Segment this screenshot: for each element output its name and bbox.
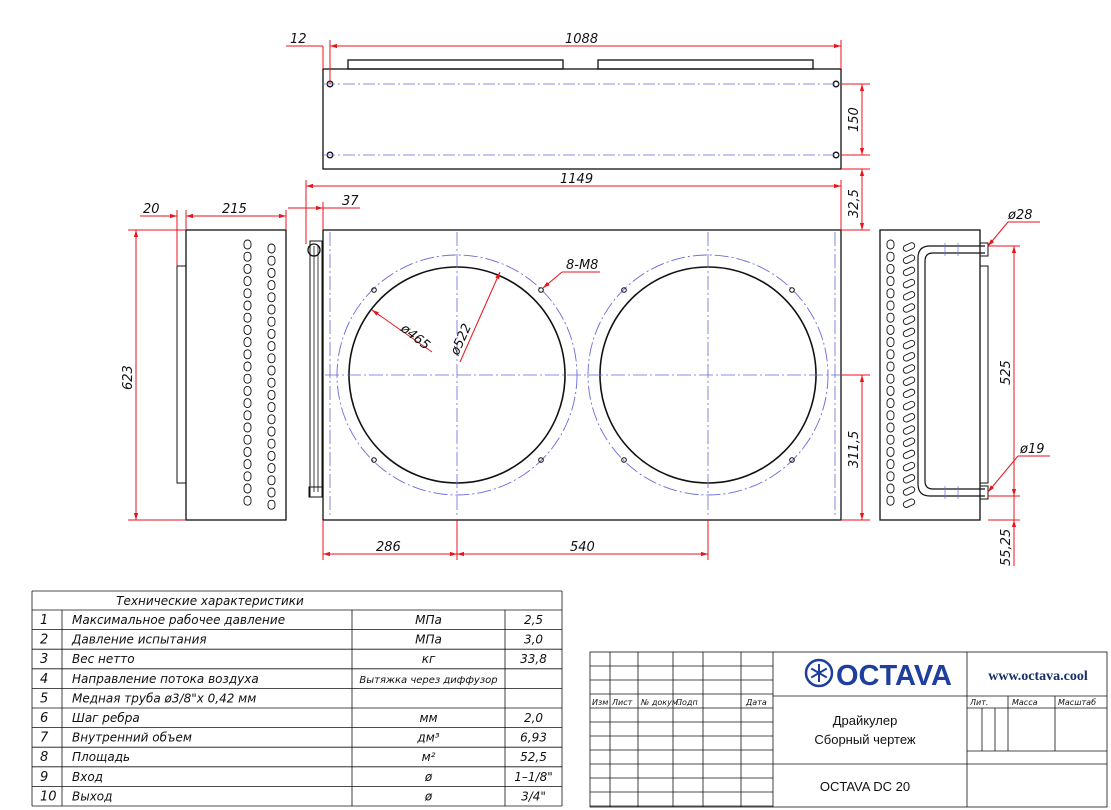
- fin-slot: [268, 268, 275, 277]
- right-side-view: [880, 230, 988, 520]
- fin-slot: [902, 364, 915, 375]
- fin-slot: [268, 476, 275, 485]
- fin-slot: [268, 415, 275, 424]
- spec-row-name: Направление потока воздуха: [72, 671, 259, 686]
- dim-front-offset: 32,5: [847, 189, 862, 218]
- spec-row-number: 4: [40, 671, 49, 687]
- fin-slot: [887, 496, 894, 505]
- fin-slot: [244, 277, 251, 286]
- dim-bottom-offset: 55,25: [999, 528, 1014, 566]
- fin-slot: [887, 362, 894, 371]
- fin-slot: [887, 411, 894, 420]
- fin-slot: [244, 447, 251, 456]
- title-right-header: Масштаб: [1058, 698, 1097, 707]
- fin-slot: [887, 264, 894, 273]
- fin-slot: [244, 313, 251, 322]
- dim-center-to-center: 540: [570, 540, 595, 555]
- fin-slot: [244, 386, 251, 395]
- drawing-name-line1: Драйкулер: [832, 713, 898, 728]
- spec-row-unit: ø: [424, 789, 433, 804]
- fin-slot: [268, 305, 275, 314]
- fin-slot: [902, 254, 915, 265]
- spec-row-unit: МПа: [415, 613, 442, 627]
- spec-table: [32, 591, 562, 806]
- fin-slot: [887, 338, 894, 347]
- fin-slot: [244, 496, 251, 505]
- spec-row-value: 6,93: [520, 730, 547, 745]
- dimension-labels: [121, 32, 1045, 566]
- dim-pipe-in: ø28: [1008, 208, 1033, 223]
- drawing-name-line2: Сборный чертеж: [814, 732, 916, 747]
- model-name: OCTAVA DC 20: [819, 779, 911, 794]
- fin-slot: [902, 315, 915, 326]
- spec-row-value: 33,8: [520, 652, 547, 667]
- spec-row-unit: МПа: [415, 632, 442, 647]
- fin-slot: [902, 498, 915, 509]
- fin-slot: [268, 244, 275, 253]
- fin-slot: [244, 362, 251, 371]
- dim-pipe-spacing: 525: [999, 360, 1014, 385]
- fin-slot: [244, 264, 251, 273]
- octava-logo: [806, 660, 952, 692]
- fin-slot: [902, 266, 915, 277]
- fin-slot: [244, 460, 251, 469]
- title-right-header: Масса: [1012, 698, 1038, 707]
- fin-slot: [244, 435, 251, 444]
- fin-slot: [887, 277, 894, 286]
- fin-slot: [902, 388, 915, 399]
- left-side-view: [177, 230, 286, 520]
- fin-slot: [902, 474, 915, 485]
- fin-slot: [268, 427, 275, 436]
- spec-row-value: 52,5: [520, 750, 547, 765]
- fin-slot: [902, 303, 915, 314]
- fin-slot: [887, 374, 894, 383]
- dim-fan-dia-inner: ø465: [397, 321, 433, 354]
- fin-slot: [268, 256, 275, 265]
- fin-slot: [887, 423, 894, 432]
- fin-slot: [887, 252, 894, 261]
- fin-slot: [268, 488, 275, 497]
- spec-row-number: 6: [40, 711, 49, 726]
- fin-slot: [268, 293, 275, 302]
- fin-slot: [268, 403, 275, 412]
- fin-slot: [902, 291, 915, 302]
- fin-slot: [887, 460, 894, 469]
- fin-slot: [244, 325, 251, 334]
- fin-slot: [887, 484, 894, 493]
- dim-pipe-out: ø19: [1020, 442, 1045, 457]
- dim-height: 623: [121, 365, 136, 390]
- spec-row-name: Площадь: [72, 750, 131, 765]
- fin-slot: [902, 437, 915, 448]
- fin-slot: [244, 423, 251, 432]
- fin-slot: [268, 378, 275, 387]
- fin-slot: [244, 374, 251, 383]
- dim-pipe-offset: 37: [342, 194, 359, 209]
- brand-name: OCTAVA: [836, 660, 952, 692]
- fin-slot: [244, 252, 251, 261]
- title-right-header: Лит.: [970, 698, 989, 707]
- fin-slot: [902, 400, 915, 411]
- spec-row-name: Вход: [72, 769, 103, 784]
- fin-slot: [244, 484, 251, 493]
- revision-column-header: Дата: [746, 698, 767, 707]
- fin-slot: [887, 386, 894, 395]
- spec-row-unit: м²: [421, 750, 436, 765]
- fin-slot: [902, 339, 915, 350]
- fin-slot: [244, 338, 251, 347]
- title-block: [590, 652, 1107, 807]
- fin-slot: [244, 301, 251, 310]
- fin-slot: [244, 240, 251, 249]
- spec-row-number: 8: [40, 750, 49, 766]
- spec-row-number: 7: [40, 730, 49, 746]
- fin-slot: [887, 447, 894, 456]
- dim-front-length: 1149: [560, 172, 594, 187]
- dim-fin-bolts: 8-M8: [566, 258, 599, 273]
- fin-slot: [902, 425, 915, 436]
- fin-slot: [268, 329, 275, 338]
- spec-row-name: Максимальное рабочее давление: [72, 613, 286, 627]
- spec-row-number: 2: [40, 632, 49, 648]
- spec-row-name: Шаг ребра: [72, 711, 140, 725]
- fin-slot: [244, 289, 251, 298]
- website: www.octava.cool: [988, 669, 1088, 684]
- revision-column-header: № докум.: [641, 698, 681, 707]
- fin-slot: [268, 451, 275, 460]
- spec-row-unit: кг: [421, 652, 436, 667]
- dim-fan-dia-outer: ø522: [447, 321, 475, 358]
- dim-top-length: 1088: [565, 32, 599, 47]
- spec-row-unit: мм: [419, 711, 438, 725]
- dim-top-offset: 12: [290, 32, 307, 47]
- dim-left-to-center: 286: [376, 540, 401, 555]
- fin-slot: [887, 399, 894, 408]
- spec-row-name: Выход: [72, 789, 113, 804]
- fin-slot: [887, 289, 894, 298]
- fin-slot: [902, 486, 915, 497]
- fin-slot: [902, 327, 915, 338]
- top-view: [323, 60, 841, 169]
- fin-slot: [902, 376, 915, 387]
- spec-row-number: 3: [40, 652, 49, 668]
- revision-column-header: Подп: [676, 698, 698, 707]
- fin-slot: [244, 399, 251, 408]
- fin-slot: [902, 278, 915, 289]
- spec-row-value: 3/4": [521, 789, 546, 804]
- fin-slot: [887, 350, 894, 359]
- revision-column-header: Изм: [592, 698, 609, 707]
- spec-row-number: 10: [40, 789, 57, 805]
- dim-top-height: 150: [847, 107, 862, 132]
- spec-row-value: 2,5: [523, 613, 544, 627]
- fin-slot: [887, 240, 894, 249]
- spec-table-title: Технические характеристики: [116, 594, 304, 608]
- spec-row-name: Медная труба ø3/8"x 0,42 мм: [72, 691, 257, 706]
- fin-slot: [887, 472, 894, 481]
- spec-row-unit: ø: [424, 769, 433, 784]
- fin-slot: [268, 342, 275, 351]
- fin-slot: [268, 317, 275, 326]
- fin-slot: [902, 461, 915, 472]
- fin-slot: [244, 411, 251, 420]
- dimension-lines: [128, 40, 1050, 566]
- spec-row-value: 1–1/8": [514, 769, 553, 784]
- spec-row-unit: Вытяжка через диффузор: [359, 674, 498, 686]
- fin-slot: [268, 366, 275, 375]
- revision-column-header: Лист: [612, 698, 633, 707]
- spec-row-name: Вес нетто: [72, 652, 135, 667]
- dim-side-depth: 215: [222, 202, 247, 217]
- spec-row-number: 5: [40, 691, 49, 707]
- fin-slot: [902, 449, 915, 460]
- spec-row-name: Внутренний объем: [72, 730, 192, 745]
- fin-slot: [887, 435, 894, 444]
- dim-side-flange: 20: [143, 202, 160, 217]
- fin-slot: [902, 413, 915, 424]
- fin-slot: [244, 472, 251, 481]
- fin-slot: [268, 439, 275, 448]
- fin-slot: [268, 464, 275, 473]
- dim-center-height: 311,5: [847, 430, 862, 468]
- spec-row-name: Давление испытания: [72, 632, 207, 647]
- spec-row-number: 9: [40, 769, 49, 785]
- spec-row-value: 3,0: [523, 632, 544, 647]
- fin-slot: [887, 325, 894, 334]
- fin-slot: [887, 301, 894, 310]
- front-view: [308, 230, 841, 520]
- fin-slot: [268, 354, 275, 363]
- snowflake-icon: [806, 660, 832, 686]
- spec-row-unit: дм³: [417, 730, 440, 745]
- fin-slot: [268, 281, 275, 290]
- fin-slot: [902, 352, 915, 363]
- fin-slot: [244, 350, 251, 359]
- fin-slot: [902, 242, 915, 253]
- spec-row-value: 2,0: [523, 711, 544, 725]
- spec-row-number: 1: [40, 613, 49, 628]
- fin-slot: [887, 313, 894, 322]
- fin-slot: [268, 500, 275, 509]
- fin-slot: [268, 390, 275, 399]
